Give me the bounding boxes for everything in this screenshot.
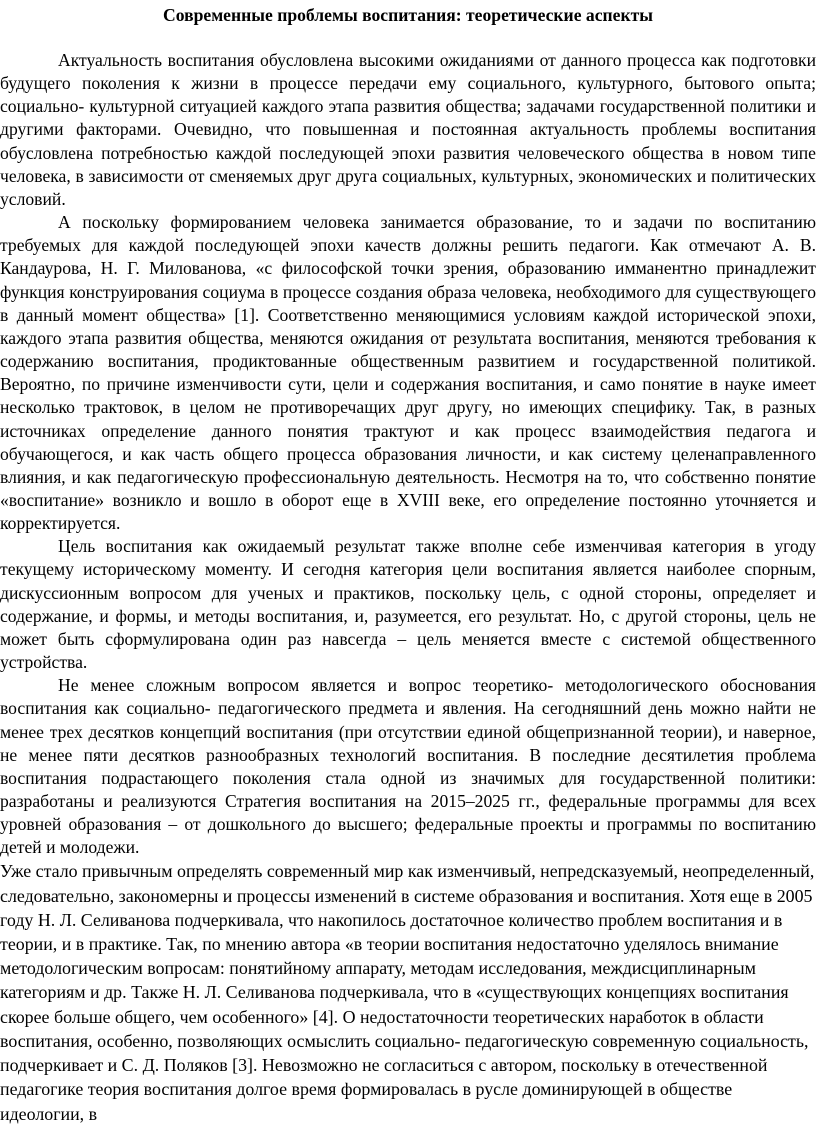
paragraph-goal: Цель воспитания как ожидаемый результат также вполне себе изменчивая категория в угоду текущему историческому моменту. И сегодня категория цели воспитания является наиболее спорным, дискуссионным вопросом для ученых и практиков, поскольку цель, с одной стороны, определяет и содержание, и формы, и методы воспитания, и, разумеется, его результат. Но, с другой стороны, цель не может быть сформулирована один раз навсегда – цель меняется вместе с системой общественного устройства. — [0, 536, 816, 673]
paragraph-relevance: Актуальность воспитания обусловлена высокими ожиданиями от данного процесса как подготовки будущего поколения к жизни в процессе передачи ему социального, культурного, бытового опыта; социально- культурной ситуацией каждого этапа развития общества; задачами государственной политики и другими факторами. Очевидно, что повышенная и постоянная актуальность проблемы воспитания обусловлена потребностью каждой последующей эпохи развития человеческого общества в новом типе человека, в зависимости от сменяемых друг друга социальных, культурных, экономических и политических условий. — [0, 50, 816, 209]
document-title: Современные проблемы воспитания: теоретические аспекты — [163, 5, 653, 25]
paragraph-modern-world: Уже стало привычным определять современный мир как изменчивый, непредсказуемый, неопределенный, следовательно, закономерны и процессы изменений в системе образования и воспитания. Хотя еще в 2005 году Н. Л. Селиванова подчеркивала, что накопилось достаточное количество проблем воспитания и в теории, и в практике. Так, по мнению автора «в теории воспитания недостаточно уделялось внимание методологическим вопросам: понятийному аппарату, методам исследования, междисциплинарным категориям и др. Также Н. Л. Селиванова подчеркивала, что в «существующих концепциях воспитания скорее больше общего, чем особенного» [4]. О недостаточности теоретических наработок в области воспитания, особенно, позволяющих осмыслить социально- педагогическую современную социальность, подчеркивает и С. Д. Поляков [3]. Невозможно не согласиться с автором, поскольку в отечественной педагогике теория воспитания долгое время формировалась в русле доминирующей в обществе идеологии, в — [0, 861, 815, 1124]
paragraph-methodology: Не менее сложным вопросом является и вопрос теоретико- методологического обоснования воспитания как социально- педагогического предмета и явления. На сегодняшний день можно найти не менее трех десятков концепций воспитания (при отсутствии единой общепризнанной теории), и наверное, не менее пяти десятков разнообразных технологий воспитания. В последние десятилетия проблема воспитания подрастающего поколения стала одной из значимых для государственной политики: разработаны и реализуются Стратегия воспитания на 2015–2025 гг., федеральные программы для всех уровней образования – от дошкольного до высшего; федеральные проекты и программы по воспитанию детей и молодежи. — [0, 675, 816, 858]
paragraph-education-role: А поскольку формированием человека занимается образование, то и задачи по воспитанию требуемых для каждой последующей эпохи качеств должны решить педагоги. Как отмечают А. В. Кандаурова, Н. Г. Милованова, «с философской точки зрения, образованию имманентно принадлежит функция конструирования социума в процессе создания образа человека, необходимого для существующего в данный момент общества» [1]. Соответственно меняющимися условиям каждой исторической эпохи, каждого этапа развития общества, меняются ожидания от результата воспитания, меняются требования к содержанию воспитания, продиктованные общественным развитием и государственной политикой. Вероятно, по причине изменчивости сути, цели и содержания воспитания, и само понятие в науке имеет несколько трактовок, в целом не противоречащих друг другу, но имеющих специфику. Так, в разных источниках определение данного понятия трактуют и как процесс взаимодействия педагога и обучающегося, и как часть общего процесса образования личности, и как систему целенаправленного влияния, и как педагогическую профессиональную деятельность. Несмотря на то, что собственно понятие «воспитание» возникло и вошло в оборот еще в XVIII веке, его определение постоянно уточняется и корректируется. — [0, 212, 816, 534]
